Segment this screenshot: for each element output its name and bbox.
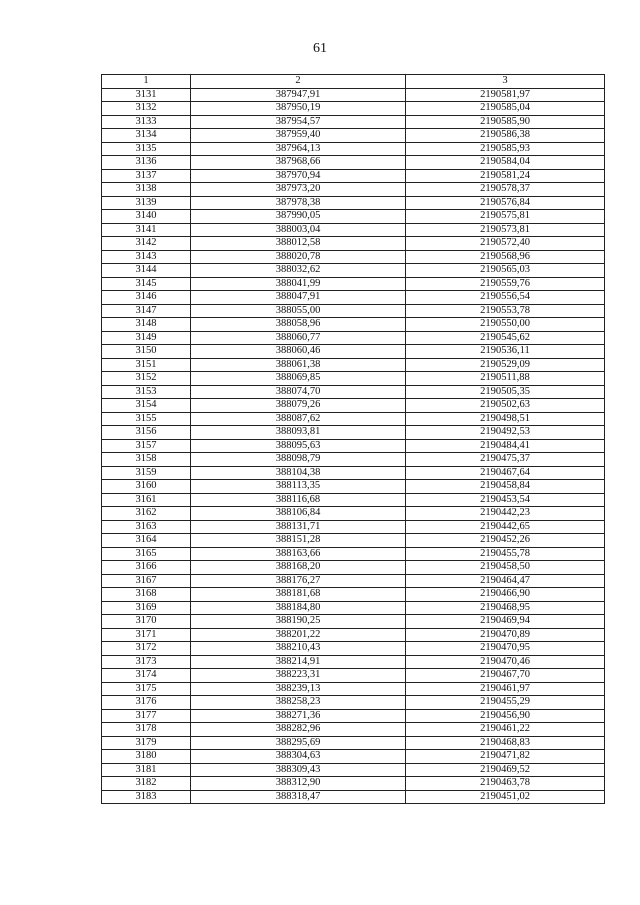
x-coordinate-cell: 387954,57 bbox=[191, 115, 406, 129]
table-body bbox=[102, 88, 605, 804]
table-row bbox=[102, 115, 605, 129]
table-row bbox=[102, 223, 605, 237]
table-row bbox=[102, 696, 605, 710]
table-row bbox=[102, 237, 605, 251]
x-coordinate-cell: 388041,99 bbox=[191, 277, 406, 291]
table-row bbox=[102, 88, 605, 102]
table-row bbox=[102, 547, 605, 561]
x-coordinate-cell: 388069,85 bbox=[191, 372, 406, 386]
y-coordinate-cell: 2190559,76 bbox=[406, 277, 605, 291]
point-number-cell: 3163 bbox=[102, 520, 191, 534]
y-coordinate-cell: 2190470,89 bbox=[406, 628, 605, 642]
y-coordinate-cell: 2190553,78 bbox=[406, 304, 605, 318]
point-number-cell: 3152 bbox=[102, 372, 191, 386]
y-coordinate-cell: 2190536,11 bbox=[406, 345, 605, 359]
point-number-cell: 3168 bbox=[102, 588, 191, 602]
x-coordinate-cell: 388116,68 bbox=[191, 493, 406, 507]
x-coordinate-cell: 388176,27 bbox=[191, 574, 406, 588]
table-row bbox=[102, 345, 605, 359]
table-row bbox=[102, 439, 605, 453]
y-coordinate-cell: 2190585,04 bbox=[406, 102, 605, 116]
x-coordinate-cell: 387978,38 bbox=[191, 196, 406, 210]
point-number-cell: 3148 bbox=[102, 318, 191, 332]
x-coordinate-cell: 388095,63 bbox=[191, 439, 406, 453]
point-number-cell: 3138 bbox=[102, 183, 191, 197]
table-row bbox=[102, 210, 605, 224]
y-coordinate-cell: 2190455,29 bbox=[406, 696, 605, 710]
x-coordinate-cell: 388210,43 bbox=[191, 642, 406, 656]
table-row bbox=[102, 615, 605, 629]
point-number-cell: 3170 bbox=[102, 615, 191, 629]
point-number-cell: 3151 bbox=[102, 358, 191, 372]
y-coordinate-cell: 2190461,97 bbox=[406, 682, 605, 696]
y-coordinate-cell: 2190453,54 bbox=[406, 493, 605, 507]
table-row bbox=[102, 169, 605, 183]
table-row bbox=[102, 669, 605, 683]
point-number-cell: 3135 bbox=[102, 142, 191, 156]
point-number-cell: 3156 bbox=[102, 426, 191, 440]
point-number-cell: 3159 bbox=[102, 466, 191, 480]
table-row bbox=[102, 156, 605, 170]
x-coordinate-cell: 387968,66 bbox=[191, 156, 406, 170]
point-number-cell: 3136 bbox=[102, 156, 191, 170]
x-coordinate-cell: 388309,43 bbox=[191, 763, 406, 777]
x-coordinate-cell: 387947,91 bbox=[191, 88, 406, 102]
y-coordinate-cell: 2190468,95 bbox=[406, 601, 605, 615]
table-row bbox=[102, 763, 605, 777]
table-row bbox=[102, 507, 605, 521]
x-coordinate-cell: 388312,90 bbox=[191, 777, 406, 791]
y-coordinate-cell: 2190584,04 bbox=[406, 156, 605, 170]
x-coordinate-cell: 388163,66 bbox=[191, 547, 406, 561]
point-number-cell: 3134 bbox=[102, 129, 191, 143]
table-row bbox=[102, 196, 605, 210]
y-coordinate-cell: 2190470,46 bbox=[406, 655, 605, 669]
point-number-cell: 3132 bbox=[102, 102, 191, 116]
table-row bbox=[102, 142, 605, 156]
table-row bbox=[102, 385, 605, 399]
table-row bbox=[102, 264, 605, 278]
table-row bbox=[102, 183, 605, 197]
x-coordinate-cell: 387990,05 bbox=[191, 210, 406, 224]
x-coordinate-cell: 387973,20 bbox=[191, 183, 406, 197]
x-coordinate-cell: 388168,20 bbox=[191, 561, 406, 575]
point-number-cell: 3178 bbox=[102, 723, 191, 737]
y-coordinate-cell: 2190545,62 bbox=[406, 331, 605, 345]
point-number-cell: 3157 bbox=[102, 439, 191, 453]
point-number-cell: 3177 bbox=[102, 709, 191, 723]
x-coordinate-cell: 388055,00 bbox=[191, 304, 406, 318]
point-number-cell: 3182 bbox=[102, 777, 191, 791]
point-number-cell: 3141 bbox=[102, 223, 191, 237]
point-number-cell: 3176 bbox=[102, 696, 191, 710]
point-number-cell: 3171 bbox=[102, 628, 191, 642]
y-coordinate-cell: 2190550,00 bbox=[406, 318, 605, 332]
x-coordinate-cell: 388079,26 bbox=[191, 399, 406, 413]
x-coordinate-cell: 388295,69 bbox=[191, 736, 406, 750]
table-row bbox=[102, 493, 605, 507]
x-coordinate-cell: 388098,79 bbox=[191, 453, 406, 467]
y-coordinate-cell: 2190466,90 bbox=[406, 588, 605, 602]
y-coordinate-cell: 2190575,81 bbox=[406, 210, 605, 224]
table-row bbox=[102, 588, 605, 602]
point-number-cell: 3169 bbox=[102, 601, 191, 615]
x-coordinate-cell: 388113,35 bbox=[191, 480, 406, 494]
y-coordinate-cell: 2190475,37 bbox=[406, 453, 605, 467]
x-coordinate-cell: 387959,40 bbox=[191, 129, 406, 143]
x-coordinate-cell: 388184,80 bbox=[191, 601, 406, 615]
table-row bbox=[102, 709, 605, 723]
y-coordinate-cell: 2190442,23 bbox=[406, 507, 605, 521]
point-number-cell: 3146 bbox=[102, 291, 191, 305]
x-coordinate-cell: 388239,13 bbox=[191, 682, 406, 696]
y-coordinate-cell: 2190578,37 bbox=[406, 183, 605, 197]
point-number-cell: 3155 bbox=[102, 412, 191, 426]
y-coordinate-cell: 2190585,90 bbox=[406, 115, 605, 129]
point-number-cell: 3161 bbox=[102, 493, 191, 507]
y-coordinate-cell: 2190572,40 bbox=[406, 237, 605, 251]
y-coordinate-cell: 2190586,38 bbox=[406, 129, 605, 143]
table-row bbox=[102, 399, 605, 413]
y-coordinate-cell: 2190585,93 bbox=[406, 142, 605, 156]
x-coordinate-cell: 388012,58 bbox=[191, 237, 406, 251]
y-coordinate-cell: 2190469,52 bbox=[406, 763, 605, 777]
x-coordinate-cell: 388258,23 bbox=[191, 696, 406, 710]
table-row bbox=[102, 777, 605, 791]
point-number-cell: 3179 bbox=[102, 736, 191, 750]
y-coordinate-cell: 2190458,84 bbox=[406, 480, 605, 494]
point-number-cell: 3133 bbox=[102, 115, 191, 129]
table-row bbox=[102, 790, 605, 804]
header-col-3: 3 bbox=[406, 75, 605, 89]
x-coordinate-cell: 388201,22 bbox=[191, 628, 406, 642]
table-row bbox=[102, 520, 605, 534]
x-coordinate-cell: 388131,71 bbox=[191, 520, 406, 534]
point-number-cell: 3145 bbox=[102, 277, 191, 291]
table-row bbox=[102, 750, 605, 764]
table-row bbox=[102, 291, 605, 305]
table-row bbox=[102, 628, 605, 642]
table-row bbox=[102, 102, 605, 116]
point-number-cell: 3142 bbox=[102, 237, 191, 251]
table-row bbox=[102, 129, 605, 143]
point-number-cell: 3147 bbox=[102, 304, 191, 318]
table-row bbox=[102, 331, 605, 345]
header-col-2: 2 bbox=[191, 75, 406, 89]
table-row bbox=[102, 682, 605, 696]
point-number-cell: 3131 bbox=[102, 88, 191, 102]
y-coordinate-cell: 2190502,63 bbox=[406, 399, 605, 413]
x-coordinate-cell: 387970,94 bbox=[191, 169, 406, 183]
table-row bbox=[102, 426, 605, 440]
x-coordinate-cell: 388214,91 bbox=[191, 655, 406, 669]
y-coordinate-cell: 2190492,53 bbox=[406, 426, 605, 440]
table-row bbox=[102, 304, 605, 318]
x-coordinate-cell: 388093,81 bbox=[191, 426, 406, 440]
point-number-cell: 3160 bbox=[102, 480, 191, 494]
x-coordinate-cell: 388304,63 bbox=[191, 750, 406, 764]
table-row bbox=[102, 561, 605, 575]
y-coordinate-cell: 2190568,96 bbox=[406, 250, 605, 264]
y-coordinate-cell: 2190573,81 bbox=[406, 223, 605, 237]
y-coordinate-cell: 2190452,26 bbox=[406, 534, 605, 548]
x-coordinate-cell: 388032,62 bbox=[191, 264, 406, 278]
point-number-cell: 3140 bbox=[102, 210, 191, 224]
point-number-cell: 3158 bbox=[102, 453, 191, 467]
point-number-cell: 3154 bbox=[102, 399, 191, 413]
y-coordinate-cell: 2190458,50 bbox=[406, 561, 605, 575]
point-number-cell: 3143 bbox=[102, 250, 191, 264]
coordinates-table bbox=[101, 74, 605, 804]
point-number-cell: 3180 bbox=[102, 750, 191, 764]
table-row bbox=[102, 480, 605, 494]
x-coordinate-cell: 388060,77 bbox=[191, 331, 406, 345]
table-row bbox=[102, 318, 605, 332]
point-number-cell: 3164 bbox=[102, 534, 191, 548]
x-coordinate-cell: 388106,84 bbox=[191, 507, 406, 521]
y-coordinate-cell: 2190470,95 bbox=[406, 642, 605, 656]
table-row bbox=[102, 723, 605, 737]
table-header-row bbox=[102, 75, 605, 89]
x-coordinate-cell: 387950,19 bbox=[191, 102, 406, 116]
y-coordinate-cell: 2190451,02 bbox=[406, 790, 605, 804]
point-number-cell: 3150 bbox=[102, 345, 191, 359]
point-number-cell: 3172 bbox=[102, 642, 191, 656]
y-coordinate-cell: 2190455,78 bbox=[406, 547, 605, 561]
x-coordinate-cell: 388061,38 bbox=[191, 358, 406, 372]
point-number-cell: 3144 bbox=[102, 264, 191, 278]
point-number-cell: 3153 bbox=[102, 385, 191, 399]
x-coordinate-cell: 388074,70 bbox=[191, 385, 406, 399]
x-coordinate-cell: 388151,28 bbox=[191, 534, 406, 548]
x-coordinate-cell: 388181,68 bbox=[191, 588, 406, 602]
y-coordinate-cell: 2190511,88 bbox=[406, 372, 605, 386]
x-coordinate-cell: 388271,36 bbox=[191, 709, 406, 723]
point-number-cell: 3173 bbox=[102, 655, 191, 669]
x-coordinate-cell: 388060,46 bbox=[191, 345, 406, 359]
y-coordinate-cell: 2190529,09 bbox=[406, 358, 605, 372]
y-coordinate-cell: 2190556,54 bbox=[406, 291, 605, 305]
y-coordinate-cell: 2190442,65 bbox=[406, 520, 605, 534]
point-number-cell: 3137 bbox=[102, 169, 191, 183]
point-number-cell: 3149 bbox=[102, 331, 191, 345]
table-row bbox=[102, 601, 605, 615]
y-coordinate-cell: 2190505,35 bbox=[406, 385, 605, 399]
y-coordinate-cell: 2190484,41 bbox=[406, 439, 605, 453]
y-coordinate-cell: 2190581,97 bbox=[406, 88, 605, 102]
point-number-cell: 3165 bbox=[102, 547, 191, 561]
x-coordinate-cell: 388087,62 bbox=[191, 412, 406, 426]
x-coordinate-cell: 388282,96 bbox=[191, 723, 406, 737]
point-number-cell: 3175 bbox=[102, 682, 191, 696]
y-coordinate-cell: 2190498,51 bbox=[406, 412, 605, 426]
table-row bbox=[102, 736, 605, 750]
y-coordinate-cell: 2190469,94 bbox=[406, 615, 605, 629]
y-coordinate-cell: 2190456,90 bbox=[406, 709, 605, 723]
y-coordinate-cell: 2190463,78 bbox=[406, 777, 605, 791]
point-number-cell: 3166 bbox=[102, 561, 191, 575]
point-number-cell: 3181 bbox=[102, 763, 191, 777]
y-coordinate-cell: 2190461,22 bbox=[406, 723, 605, 737]
x-coordinate-cell: 388190,25 bbox=[191, 615, 406, 629]
x-coordinate-cell: 388047,91 bbox=[191, 291, 406, 305]
table-row bbox=[102, 277, 605, 291]
table-row bbox=[102, 372, 605, 386]
table-row bbox=[102, 453, 605, 467]
x-coordinate-cell: 388318,47 bbox=[191, 790, 406, 804]
table-row bbox=[102, 642, 605, 656]
point-number-cell: 3174 bbox=[102, 669, 191, 683]
header-col-1: 1 bbox=[102, 75, 191, 89]
table-row bbox=[102, 358, 605, 372]
point-number-cell: 3139 bbox=[102, 196, 191, 210]
x-coordinate-cell: 388104,38 bbox=[191, 466, 406, 480]
y-coordinate-cell: 2190467,64 bbox=[406, 466, 605, 480]
table-row bbox=[102, 655, 605, 669]
y-coordinate-cell: 2190471,82 bbox=[406, 750, 605, 764]
table-row bbox=[102, 412, 605, 426]
table-row bbox=[102, 466, 605, 480]
x-coordinate-cell: 388003,04 bbox=[191, 223, 406, 237]
x-coordinate-cell: 388223,31 bbox=[191, 669, 406, 683]
x-coordinate-cell: 387964,13 bbox=[191, 142, 406, 156]
page-number: 61 bbox=[313, 41, 327, 56]
table-row bbox=[102, 250, 605, 264]
point-number-cell: 3162 bbox=[102, 507, 191, 521]
y-coordinate-cell: 2190464,47 bbox=[406, 574, 605, 588]
table-row bbox=[102, 574, 605, 588]
point-number-cell: 3167 bbox=[102, 574, 191, 588]
y-coordinate-cell: 2190565,03 bbox=[406, 264, 605, 278]
point-number-cell: 3183 bbox=[102, 790, 191, 804]
y-coordinate-cell: 2190576,84 bbox=[406, 196, 605, 210]
y-coordinate-cell: 2190468,83 bbox=[406, 736, 605, 750]
table-row bbox=[102, 534, 605, 548]
y-coordinate-cell: 2190467,70 bbox=[406, 669, 605, 683]
y-coordinate-cell: 2190581,24 bbox=[406, 169, 605, 183]
x-coordinate-cell: 388020,78 bbox=[191, 250, 406, 264]
x-coordinate-cell: 388058,96 bbox=[191, 318, 406, 332]
